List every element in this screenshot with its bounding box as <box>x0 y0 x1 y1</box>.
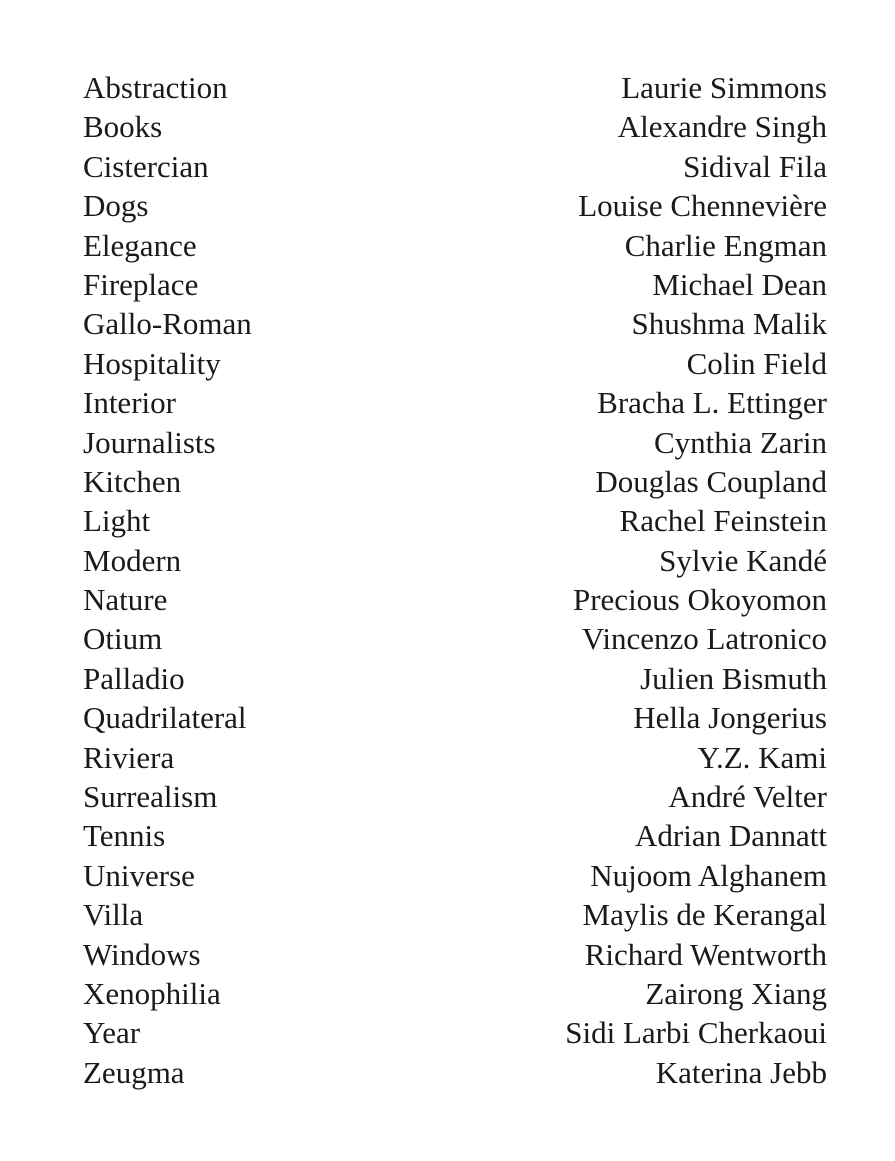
topic-item: Light <box>83 503 151 539</box>
topic-item: Hospitality <box>83 345 221 381</box>
topic-item: Riviera <box>83 739 175 775</box>
author-item: Colin Field <box>686 345 827 381</box>
author-item: Adrian Dannatt <box>635 818 827 854</box>
topic-item: Elegance <box>83 227 197 263</box>
topics-column <box>83 68 463 1092</box>
author-item: Hella Jongerius <box>633 700 827 736</box>
topic-item: Cistercian <box>83 148 209 184</box>
author-item: Sylvie Kandé <box>659 542 827 578</box>
topic-item: Nature <box>83 582 168 618</box>
topic-item: Xenophilia <box>83 975 221 1011</box>
author-item: Douglas Coupland <box>595 463 827 499</box>
author-item: Shushma Malik <box>631 306 827 342</box>
author-item: Laurie Simmons <box>621 70 827 105</box>
topic-item: Kitchen <box>83 463 182 499</box>
topic-item: Dogs <box>83 188 149 224</box>
topic-item: Surrealism <box>83 779 218 815</box>
authors-column <box>407 68 827 1092</box>
topic-item: Interior <box>83 385 176 421</box>
author-item: Katerina Jebb <box>655 1054 827 1090</box>
topic-item: Windows <box>83 936 201 972</box>
author-item: Michael Dean <box>652 266 827 302</box>
topic-item: Quadrilateral <box>83 700 247 736</box>
topic-item: Zeugma <box>83 1054 185 1090</box>
topic-item: Palladio <box>83 660 185 696</box>
author-item: Rachel Feinstein <box>619 503 827 539</box>
topic-item: Modern <box>83 542 182 578</box>
topic-item: Journalists <box>83 424 216 460</box>
topic-item: Year <box>83 1015 141 1051</box>
author-item: Y.Z. Kami <box>697 739 827 775</box>
topic-item: Abstraction <box>83 70 228 105</box>
author-item: Bracha L. Ettinger <box>597 385 827 421</box>
topic-item: Universe <box>83 857 195 893</box>
author-item: Zairong Xiang <box>645 975 827 1011</box>
author-item: Julien Bismuth <box>640 660 827 696</box>
author-item: Charlie Engman <box>624 227 827 263</box>
topic-item: Fireplace <box>83 266 199 302</box>
topic-item: Tennis <box>83 818 166 854</box>
topic-item: Otium <box>83 621 163 657</box>
author-item: Maylis de Kerangal <box>582 897 827 933</box>
topic-item: Books <box>83 109 163 145</box>
author-item: Sidi Larbi Cherkaoui <box>565 1015 827 1051</box>
author-item: Richard Wentworth <box>584 936 827 972</box>
author-item: Vincenzo Latronico <box>581 621 827 657</box>
topic-item: Villa <box>83 897 144 933</box>
author-item: Alexandre Singh <box>617 109 827 145</box>
author-item: Cynthia Zarin <box>653 424 827 460</box>
author-item: Sidival Fila <box>683 148 827 184</box>
topic-item: Gallo-Roman <box>83 306 252 342</box>
author-item: Louise Chennevière <box>578 188 827 224</box>
author-item: Precious Okoyomon <box>572 582 827 618</box>
author-item: André Velter <box>668 779 827 815</box>
author-item: Nujoom Alghanem <box>590 857 827 893</box>
